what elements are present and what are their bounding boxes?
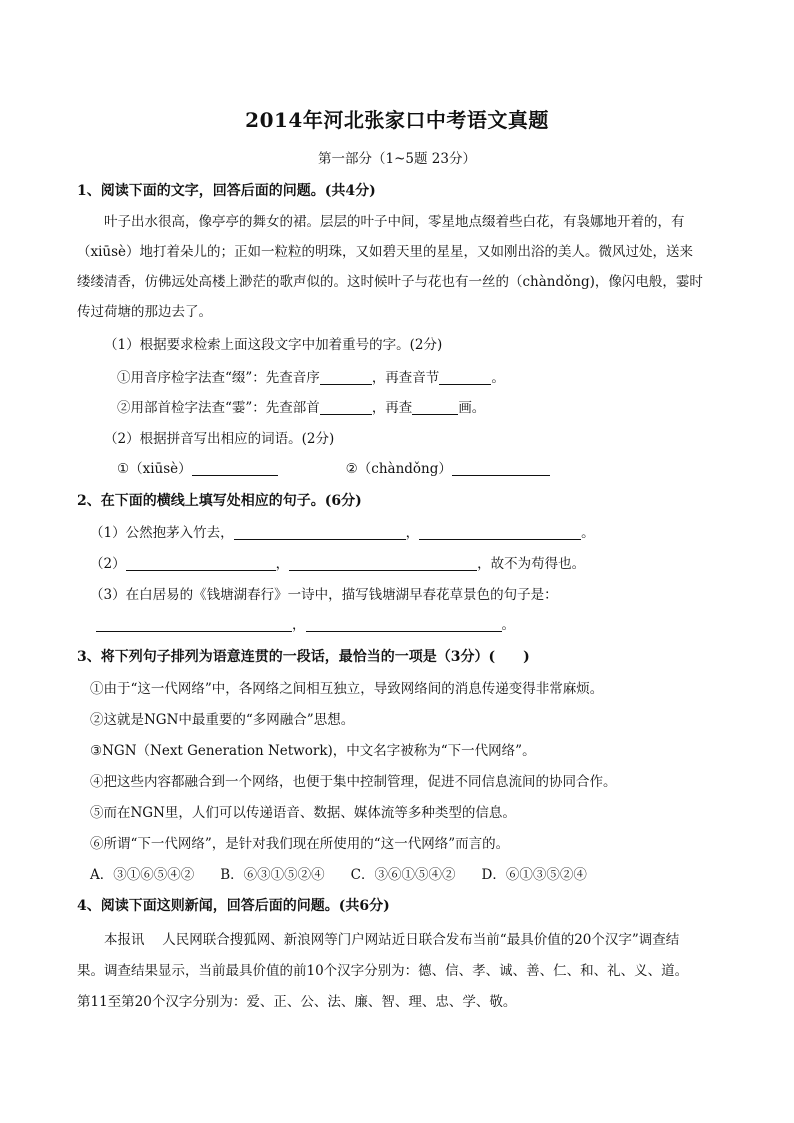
q3-sentence: ①由于“这一代网络”中，各网络之间相互独立，导致网络间的消息传递变得非常麻烦。 — [90, 681, 604, 697]
q3-heading: 3、将下列句子排列为语意连贯的一段话，最恰当的一项是（3分）( ) — [77, 649, 530, 665]
answer-blank[interactable] — [320, 370, 372, 385]
q2-item2 — [90, 552, 585, 572]
q1-sub2-prompt: （2）根据拼音写出相应的词语。(2分) — [104, 431, 335, 447]
q1-passage-line: 缕缕清香，仿佛远处高楼上渺茫的歌声似的。这时候叶子与花也有一丝的（chàndǒng)，像闪电般，霎时 — [77, 274, 703, 290]
q2-item1-text: 。 — [581, 525, 595, 541]
q4-passage-line: 果。调查结果显示，当前最具价值的前10个汉字分别为：德、信、孝、诚、善、仁、和、礼、义、道。 — [77, 963, 689, 979]
answer-blank[interactable] — [234, 525, 406, 540]
answer-blank[interactable] — [452, 461, 550, 476]
q2-item2-text: （2） — [90, 556, 126, 572]
option-c[interactable]: C．③⑥①⑤④② — [350, 867, 456, 883]
q3-sentence: ④把这些内容都融合到一个网络，也便于集中控制管理，促进不同信息流间的协同合作。 — [90, 774, 617, 790]
q1-sub1a-text: 。 — [491, 370, 505, 386]
q3-sentence: ⑤而在NGN里，人们可以传递语音、数据、媒体流等多种类型的信息。 — [90, 805, 516, 821]
q1-sub1a-text: ①用音序检字法查“缀”：先查音序 — [117, 370, 320, 386]
q3-sentence: ②这就是NGN中最重要的“多网融合”思想。 — [90, 712, 355, 728]
q1-sub1a — [117, 366, 505, 386]
q1-sub1a-text: ，再查音节 — [371, 370, 440, 386]
q2-item1-text: ， — [405, 525, 420, 541]
q2-heading: 2、在下面的横线上填写处相应的句子。(6分) — [77, 493, 362, 509]
q2-item3-text: 。 — [501, 617, 515, 633]
q2-item3-answers — [96, 613, 515, 633]
q2-item1 — [90, 521, 595, 541]
option-b[interactable]: B．⑥③①⑤②④ — [220, 867, 325, 883]
page-title: 2014年河北张家口中考语文真题 — [245, 108, 549, 132]
q3-sentence: ⑥所谓“下一代网络”，是针对我们现在所使用的“这一代网络”而言的。 — [90, 836, 510, 852]
q2-item1-text: （1）公然抱茅入竹去， — [90, 525, 234, 541]
q1-sub2-answers — [117, 457, 550, 477]
q4-passage-line: 本报讯 人民网联合搜狐网、新浪网等门户网站近日联合发布当前“最具价值的20个汉字”调查结 — [104, 932, 680, 948]
answer-blank[interactable] — [306, 617, 502, 632]
q1-heading: 1、阅读下面的文字，回答后面的问题。(共4分) — [77, 183, 376, 199]
answer-blank[interactable] — [419, 525, 581, 540]
answer-blank[interactable] — [96, 617, 292, 632]
q2-item2-text: ， — [275, 556, 290, 572]
q1-passage-line: 叶子出水很高，像亭亭的舞女的裙。层层的叶子中间，零星地点缀着些白花，有袅娜地开着的，有 — [104, 214, 685, 230]
q1-passage-line: （xiūsè）地打着朵儿的；正如一粒粒的明珠，又如碧天里的星星，又如刚出浴的美人。微风过处，送来 — [77, 244, 694, 260]
q1-sub2a-label: ①（xiūsè） — [117, 461, 192, 477]
q2-item2-text: ，故不为苟得也。 — [477, 556, 586, 572]
q1-sub1-prompt: （1）根据要求检索上面这段文字中加着重号的字。(2分) — [104, 337, 443, 353]
q1-sub1b-text: ②用部首检字法查“霎”：先查部首 — [117, 400, 320, 416]
answer-blank[interactable] — [320, 400, 372, 415]
q4-passage-line: 第11至第20个汉字分别为：爱、正、公、法、廉、智、理、忠、学、敬。 — [77, 994, 517, 1010]
answer-blank[interactable] — [289, 556, 477, 571]
q3-options — [90, 863, 613, 883]
option-d[interactable]: D．⑥①③⑤②④ — [481, 867, 587, 883]
q3-sentence: ③NGN（Next Generation Network)，中文名字被称为“下一代网络”。 — [90, 743, 536, 759]
answer-blank[interactable] — [439, 370, 491, 385]
option-a[interactable]: A．③①⑥⑤④② — [90, 867, 195, 883]
q1-sub1b-text: 画。 — [458, 400, 486, 416]
section-subtitle: 第一部分（1~5题 23分） — [318, 151, 476, 167]
q1-sub1b — [117, 396, 485, 416]
q1-sub2b-label: ②（chàndǒng） — [345, 461, 452, 477]
q2-item3-text: ， — [292, 617, 306, 633]
q2-item3-prompt: （3）在白居易的《钱塘湖春行》一诗中，描写钱塘湖早春花草景色的句子是： — [90, 587, 558, 603]
q4-heading: 4、阅读下面这则新闻，回答后面的问题。(共6分) — [77, 898, 390, 914]
q1-sub1b-text: ，再查 — [371, 400, 413, 416]
answer-blank[interactable] — [412, 400, 458, 415]
q1-passage-line: 传过荷塘的那边去了。 — [77, 304, 212, 320]
answer-blank[interactable] — [192, 461, 278, 476]
answer-blank[interactable] — [126, 556, 276, 571]
